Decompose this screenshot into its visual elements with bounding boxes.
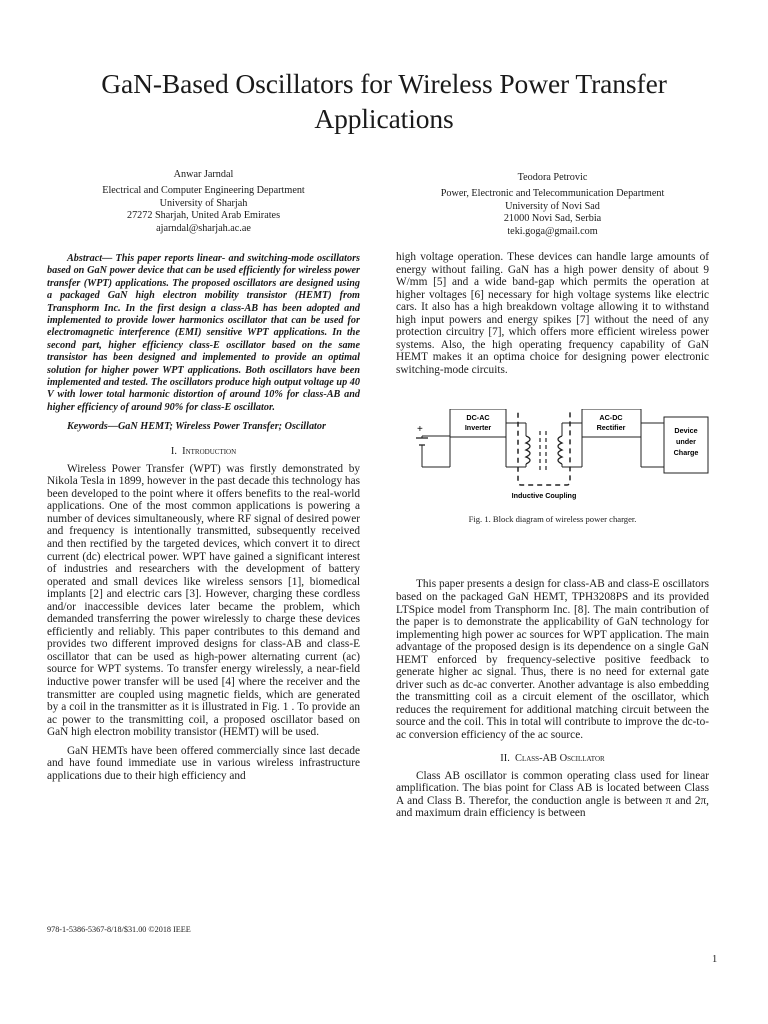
inverter-label: Inverter [464, 423, 492, 433]
body-paragraph: Wireless Power Transfer (WPT) was firstly demonstrated by Nikola Tesla in 1899, however in the past decade this technology has been developed to the point where it offers benefits to the real-world applications. One of the most common applications is powering a number of devices simultaneously, where RF signal of desired power and frequency is intentionally transmitted, subsequently received and then rectified by the targeted devices, which convert it to direct current (dc) electrical power. WPT have gained a significant interest of industries and researchers with the development of battery operated and small devices like wireless sensors [1], biomedical implants [2] and electric cars [3]. However, charging these cordless and/or inaccessible devices later became the problem, which demanded transferring the power wirelessly to charge these devices efficiently and reliably. This paper contributes to this demand and provides two different improved designs for class-AB and class-E oscillator that can be used as high-power alternating current (ac) source for WPT systems. To transfer energy wirelessly, a near-field inductive power transfer will be used [4] where the receiver and the transmitter are coupled using magnetic fields, which are generated by a coil in the transmitter as it is illustrated in Fig. 1 . To provide an ac power to the transmitting coil, a proposed oscillator based on GaN high electron mobility transistor (HEMT) will be used. [47, 462, 360, 739]
block-diagram [396, 409, 709, 509]
device-label: under [676, 437, 696, 447]
body-paragraph: This paper presents a design for class-AB and class-E oscillators based on the packaged GaN HEMT, TPH3208PS and its provided LTSpice model from Transphorm Inc. [8]. The main contribution of the paper is to demonstrate the applicability of GaN technology for implementing high power ac sources for WPT application. The main advantage of the proposed design is its dependence on a single GaN HEMT enforced by frequency-selective positive feedback to generate higher ac signal. Thus, there is no need for external gate driver such as dc-ac converter. Another advantage is also embedding the transmitting coil as a circuit element of the oscillator, which reduces the requirement for additional matching circuit between the source and the coil. This in total will contribute to improve the dc-to-ac conversion efficiency of the ac source. [396, 578, 709, 742]
section-number: II. [500, 752, 510, 764]
author-university: University of Novi Sad [505, 200, 600, 212]
author-address: 21000 Novi Sad, Serbia [503, 213, 602, 225]
author-block-1 [47, 169, 360, 236]
primary-coil [526, 436, 530, 464]
page-number: 1 [712, 954, 718, 965]
section-title-text: Class-AB Oscillator [515, 752, 605, 764]
rectifier-label: AC-DC [599, 413, 623, 423]
coupling-label: Inductive Coupling [511, 491, 577, 501]
body-paragraph: Class AB oscillator is common operating class used for linear amplification. The bias point for Class AB is located between Class A and Class B. Therefor, the conduction angle is between π and 2π, and maximum drain efficiency is between [396, 769, 709, 820]
left-column [47, 253, 360, 782]
device-label: Charge [673, 448, 699, 458]
rectifier-label: Rectifier [596, 423, 626, 433]
author-email: teki.goga@gmail.com [507, 226, 598, 238]
author-name: Teodora Petrovic [517, 172, 588, 183]
paper-title: GaN-Based Oscillators for Wireless Power Transfer Applications [101, 68, 667, 134]
right-column [396, 251, 709, 820]
coupling-box [518, 409, 570, 485]
copyright-footer: 978-1-5386-5367-8/18/$31.00 ©2018 IEEE [47, 925, 191, 934]
secondary-coil [558, 436, 562, 464]
author-block-2 [396, 172, 709, 239]
inverter-label: DC-AC [466, 413, 490, 423]
author-department: Power, Electronic and Telecommunication Department [440, 187, 665, 199]
figure-1 [396, 409, 709, 509]
author-email: ajarndal@sharjah.ac.ae [156, 223, 251, 235]
author-name: Anwar Jarndal [173, 169, 234, 180]
author-university: University of Sharjah [159, 197, 248, 209]
author-department: Electrical and Computer Engineering Department [102, 184, 305, 196]
abstract: Abstract— This paper reports linear- and switching-mode oscillators based on GaN power device that can be used efficiently for wireless power transfer (WPT) applications. The proposed oscillators are designed using a packaged GaN high electron mobility transistor (HEMT) from Transphorm Inc. In the first design a class-AB has been adopted and implemented to provide lower harmonics oscillator that can be used for electromagnetic interference (EMI) sensitive WPT applications. In the second part, higher efficiency class-E oscillator based on the same transistor has been designed and implemented to provide an optimal solution for higher power WPT applications. Both oscillators have been implemented and tested. The oscillators produce high output voltage up 40 V with lower total harmonic distortion of around 10% for class-AB and higher efficiency of around 90% for class-E oscillator. [47, 253, 360, 413]
body-paragraph: GaN HEMTs have been offered commercially since last decade and have found immediate use in various wireless infrastructure applications due to their high efficiency and [47, 744, 360, 782]
keywords: Keywords—GaN HEMT; Wireless Power Transfer; Oscillator [67, 421, 326, 433]
author-address: 27272 Sharjah, United Arab Emirates [126, 210, 281, 222]
body-paragraph: high voltage operation. These devices can handle large amounts of energy without failing. GaN has a high power density of about 9 W/mm [5] and a wide band-gap which permits the operation at higher voltages [6] necessary for high voltage systems like electric cars. It also has a high breakdown voltage allowing it to withstand high input powers and energy spikes [7] without the need of any protection circuitry [7], which offers more efficient wireless power systems. Also, the high operating frequency capability of GaN HEMT makes it an optima choice for designing power electronic switching-mode circuits. [396, 251, 709, 376]
section-title-text: Introduction [182, 445, 237, 457]
device-label: Device [674, 426, 698, 436]
figure-caption: Fig. 1. Block diagram of wireless power charger. [468, 514, 637, 525]
plus-sign: + [417, 424, 423, 436]
section-heading-class-ab [396, 752, 709, 765]
section-heading-introduction [47, 445, 360, 458]
section-number: I. [170, 445, 177, 457]
